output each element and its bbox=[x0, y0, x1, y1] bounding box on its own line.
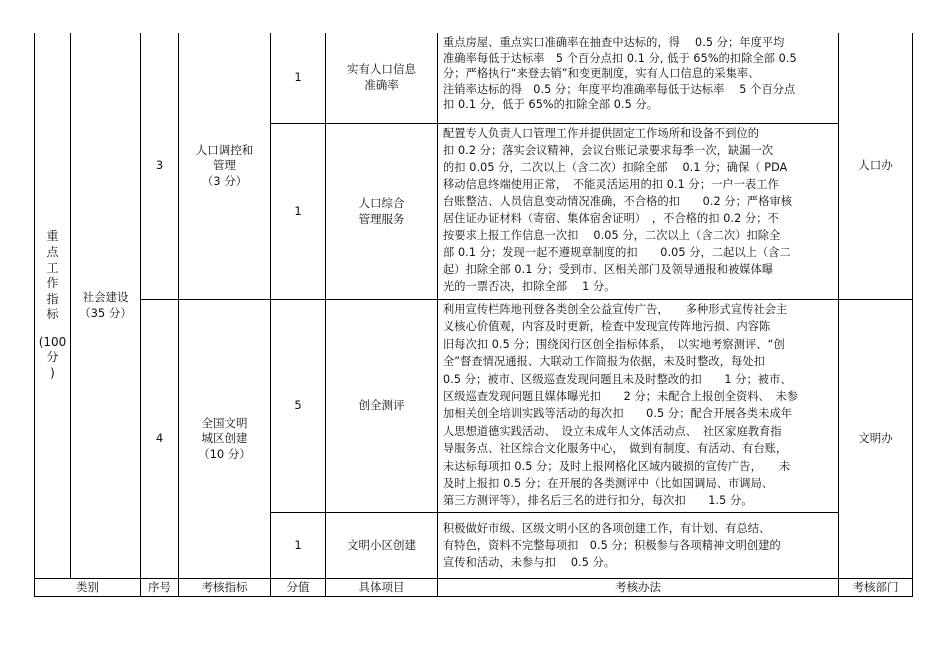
project-line: 人口综合 bbox=[358, 195, 405, 210]
method-line: 扣 0.2 分；落实会议精神，会议台账记录要求每季一次，缺漏一次 bbox=[443, 144, 774, 157]
category-main-char: 指 bbox=[46, 291, 59, 306]
indicator-line: 管理 bbox=[213, 158, 236, 173]
project-cell: 创全测评 bbox=[358, 398, 405, 413]
indicator-line: 人口调控和 bbox=[195, 142, 254, 157]
method-line: 利用宣传栏阵地刊登各类创全公益宣传广告， 多种形式宣传社会主 bbox=[443, 303, 788, 316]
method-line: 注销率达标的得 0.5 分；年度平均准确率每低于达标率 5 个百分点 bbox=[443, 82, 796, 96]
method-line: 台账整洁、人员信息变动情况准确，不合格的扣 0.2 分；严格审核 bbox=[443, 195, 793, 208]
category-main-char: 标 bbox=[46, 307, 59, 322]
indicator-line: （10 分） bbox=[198, 446, 251, 461]
header-method: 考核办法 bbox=[615, 579, 661, 594]
method-line: 的扣 0.05 分，二次以上（含二次）扣除全部 0.1 分；确保（ PDA bbox=[443, 161, 788, 174]
category-main-char: 重 bbox=[46, 229, 59, 244]
method-line: 移动信息终端使用正常， 不能灵活运用的扣 0.1 分；一户一表工作 bbox=[443, 178, 779, 191]
score-cell: 1 bbox=[294, 70, 302, 85]
category-main-cell bbox=[35, 33, 70, 578]
method-line: 起）扣除全部 0.1 分；受到市、区相关部门及领导通报和被媒体曝 bbox=[443, 263, 774, 276]
project-cell bbox=[326, 124, 437, 299]
method-line: 及时上报扣 0.5 分；在开展的各类测评中（比如国调局、市调局、 bbox=[443, 477, 774, 491]
method-cell bbox=[443, 35, 835, 113]
category-main-char: 工 bbox=[46, 260, 59, 275]
header-indicator: 考核指标 bbox=[201, 579, 248, 594]
indicator-line: 全国文明 bbox=[201, 415, 248, 430]
method-cell bbox=[443, 125, 835, 295]
header-project: 具体项目 bbox=[358, 579, 405, 594]
method-line: 准确率每低于达标率 5 个百分点扣 0.1 分, 低于 65%的扣除全部 0.5 bbox=[443, 51, 797, 65]
method-line: 导服务点、社区综合文化服务中心， 做到有制度、有活动、有台账， bbox=[443, 442, 788, 456]
method-line: 旧每次扣 0.5 分；围绕闵行区创全指标体系， 以实地考察测评、“创 bbox=[443, 337, 785, 351]
project-line: 实有人口信息 bbox=[347, 62, 416, 77]
method-line: 光的一票否决，扣除全部 1 分。 bbox=[443, 280, 616, 293]
category-main-score: (100 bbox=[38, 334, 67, 349]
indicator-line: （3 分） bbox=[201, 173, 248, 188]
method-line: 重点房屋、重点实口准确率在抽查中达标的，得 0.5 分；年度平均 bbox=[443, 36, 785, 49]
category-sub-cell bbox=[71, 33, 140, 578]
table-border-line bbox=[912, 33, 913, 597]
header-category: 类别 bbox=[76, 579, 99, 594]
method-line: 区级巡查发现问题且媒体曝光扣 2 分；未配合上报创全资料、 未参 bbox=[443, 390, 799, 404]
category-sub-label: 社会建设 bbox=[82, 289, 129, 304]
header-score: 分值 bbox=[286, 579, 310, 594]
category-main-char: 作 bbox=[46, 276, 59, 291]
category-main-score: 分 bbox=[46, 350, 59, 365]
method-line: 积极做好市级、区级文明小区的各项创建工作，有计划、有总结、 bbox=[443, 522, 771, 535]
category-sub-score: （35 分） bbox=[79, 305, 132, 320]
project-cell bbox=[326, 33, 437, 123]
method-line: 部 0.1 分；发现一起不遵规章制度的扣 0.05 分，二起以上（含二 bbox=[443, 246, 791, 259]
header-seq: 序号 bbox=[148, 579, 171, 594]
method-cell bbox=[443, 520, 835, 571]
method-line: 人思想道德实践活动、 设立未成年人文体活动点、 社区家庭教育指 bbox=[443, 424, 782, 438]
seq-cell: 3 bbox=[155, 158, 164, 173]
method-line: 0.5 分；被市、区级巡查发现问题且未及时整改的扣 1 分；被市、 bbox=[443, 372, 792, 386]
indicator-cell bbox=[179, 33, 270, 299]
department-cell: 人口办 bbox=[858, 158, 893, 173]
method-line: 义核心价值观，内容及时更新，检查中发现宣传阵地污损、内容陈 bbox=[443, 320, 771, 334]
method-line: 按要求上报工作信息一次扣 0.05 分，二次以上（含二次）扣除全 bbox=[443, 229, 781, 242]
category-main-score: ) bbox=[50, 366, 55, 381]
indicator-line: 城区创建 bbox=[201, 431, 248, 446]
table-border-line bbox=[34, 596, 912, 597]
indicator-cell bbox=[179, 300, 270, 578]
score-cell: 1 bbox=[294, 203, 302, 218]
method-line: 居住证办证材料（寄宿、集体宿舍证明） ，不合格的扣 0.2 分；不 bbox=[443, 212, 779, 225]
method-line: 扣 0.1 分，低于 65%的扣除全部 0.5 分。 bbox=[443, 98, 659, 112]
method-line: 分；严格执行“来登去销”和变更制度，实有人口信息的采集率、 bbox=[443, 67, 760, 81]
project-line: 管理服务 bbox=[358, 211, 405, 226]
method-line: 第三方测评等），排名后三名的进行扣分，每次扣 1.5 分。 bbox=[443, 494, 753, 508]
seq-cell: 4 bbox=[155, 431, 164, 446]
score-cell: 1 bbox=[294, 537, 302, 552]
method-line: 配置专人负责人口管理工作并提供固定工作场所和设备不到位的 bbox=[443, 127, 760, 140]
header-department: 考核部门 bbox=[852, 579, 899, 594]
method-line: 未达标每项扣 0.5 分；及时上报网格化区域内破损的宣传广告， 未 bbox=[443, 459, 791, 473]
method-line: 宣传和活动，未参与扣 0.5 分。 bbox=[443, 556, 616, 569]
department-cell: 文明办 bbox=[858, 431, 893, 446]
category-main-char: 点 bbox=[46, 244, 59, 259]
project-cell: 文明小区创建 bbox=[347, 537, 416, 552]
score-cell: 5 bbox=[294, 398, 302, 413]
project-line: 准确率 bbox=[364, 78, 399, 92]
method-line: 有特色，资料不完整每项扣 0.5 分；积极参与各项精神文明创建的 bbox=[443, 539, 781, 552]
method-cell bbox=[443, 301, 835, 510]
method-line: 加相关创全培训实践等活动的每次扣 0.5 分；配合开展各类未成年 bbox=[443, 407, 793, 421]
method-line: 全”督查情况通报、大联动工作简报为依据，未及时整改，每处扣 bbox=[443, 355, 765, 369]
